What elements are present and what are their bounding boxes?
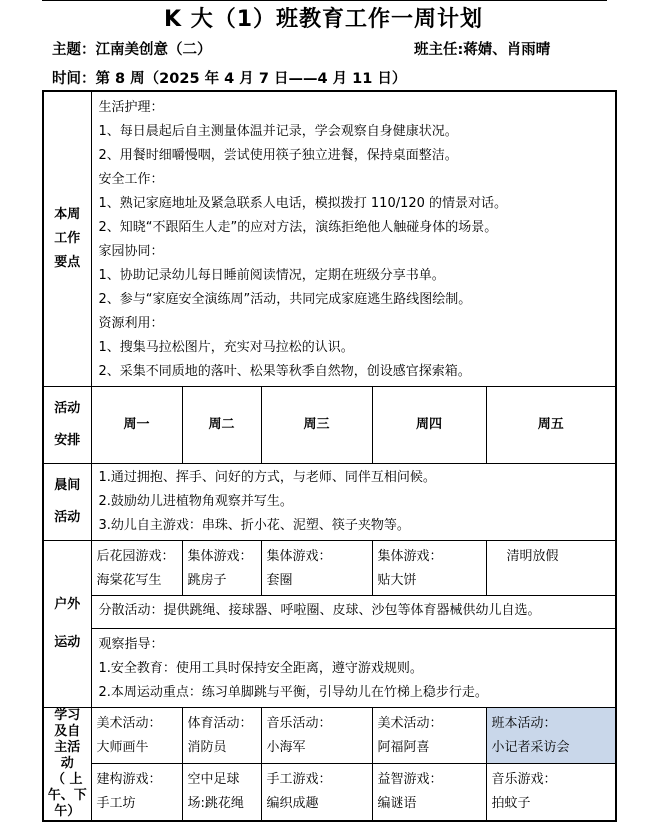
study-tuesday-2: 空中足球 场:跳花绳 [182,764,261,821]
time-label: 时间：第 8 周（2025 年 4 月 7 日——4 月 11 日） [52,71,407,87]
study-label: 学习 及自 主活 动 （ 上 午、下 午） [43,708,91,822]
focus-label: 本周 工作 要点 [43,91,91,387]
morning-content [91,464,616,541]
outdoor-game-tuesday: 集体游戏： 跳房子 [182,541,261,596]
day-monday: 周一 [91,387,182,464]
focus-line: 2、参与“家庭安全演练周”活动，共同完成家庭逃生路线图绘制。 [98,292,472,307]
schedule-label: 活动 安排 [43,387,91,464]
focus-content [91,91,616,387]
guidance-line: 观察指导： [98,637,164,652]
study-wednesday-2: 手工游戏： 编织成趣 [261,764,372,821]
study-tuesday-1: 体育活动： 消防员 [182,708,261,764]
study-row-1 [43,708,616,764]
day-thursday: 周四 [372,387,486,464]
focus-line: 1、熟记家庭地址及紧急联系人电话，模拟拨打 110/120 的情景对话。 [98,196,508,211]
study-monday-2: 建构游戏： 手工坊 [91,764,182,821]
focus-line: 1、协助记录幼儿每日睡前阅读情况，定期在班级分享书单。 [98,268,445,283]
focus-line: 2、知晓“不跟陌生人走”的应对方法，演练拒绝他人触碰身体的场景。 [98,220,498,235]
outdoor-game-thursday: 集体游戏： 贴大饼 [372,541,486,596]
morning-line: 1.通过拥抱、挥手、问好的方式，与老师、同伴互相问候。 [98,470,436,485]
outdoor-game-wednesday: 集体游戏： 套圈 [261,541,372,596]
focus-line: 生活护理： [98,100,164,115]
outdoor-guidance-row [43,629,616,708]
outdoor-label: 户外 运动 [43,541,91,708]
study-monday-1: 美术活动： 大师画牛 [91,708,182,764]
study-friday-1-highlight: 班本活动： 小记者采访会 [486,708,616,764]
schedule-row [43,387,616,464]
guidance-line: 2.本周运动重点：练习单脚跳与平衡，引导幼儿在竹梯上稳步行走。 [98,685,488,700]
day-friday: 周五 [486,387,616,464]
outdoor-scattered: 分散活动：提供跳绳、接球器、呼啦圈、皮球、沙包等体育器械供幼儿自选。 [91,596,616,629]
day-tuesday: 周二 [182,387,261,464]
page-title: K 大（1）班教育工作一周计划 [163,7,483,32]
weekly-plan-table [42,90,617,822]
teachers-label: 班主任:蒋婧、肖雨晴 [414,42,551,58]
top-rule [42,0,607,1]
day-wednesday: 周三 [261,387,372,464]
focus-line: 2、采集不同质地的落叶、松果等秋季自然物，创设感官探索箱。 [98,364,471,379]
study-thursday-2: 益智游戏： 编谜语 [372,764,486,821]
study-friday-2: 音乐游戏： 拍蚊子 [486,764,616,821]
morning-line: 2.鼓励幼儿进植物角观察并写生。 [98,494,293,509]
theme-label: 主题：江南美创意（二） [52,42,212,58]
study-wednesday-1: 音乐活动： 小海军 [261,708,372,764]
morning-row [43,464,616,541]
study-thursday-1: 美术活动： 阿福阿喜 [372,708,486,764]
focus-line: 资源利用： [98,316,164,331]
focus-row [43,91,616,387]
focus-line: 1、搜集马拉松图片，充实对马拉松的认识。 [98,340,354,355]
focus-line: 1、每日晨起后自主测量体温并记录，学会观察自身健康状况。 [98,124,458,139]
focus-line: 家园协同： [98,244,164,259]
outdoor-games-row [43,541,616,596]
outdoor-scattered-row [43,596,616,629]
morning-line: 3.幼儿自主游戏：串珠、折小花、泥塑、筷子夹物等。 [98,518,410,533]
study-row-2 [43,764,616,821]
outdoor-guidance [91,629,616,708]
outdoor-game-monday: 后花园游戏： 海棠花写生 [91,541,182,596]
guidance-line: 1.安全教育：使用工具时保持安全距离，遵守游戏规则。 [98,661,423,676]
outdoor-game-friday: 清明放假 [486,541,616,596]
morning-label: 晨间 活动 [43,464,91,541]
focus-line: 2、用餐时细嚼慢咽，尝试使用筷子独立进餐，保持桌面整洁。 [98,148,458,163]
focus-line: 安全工作： [98,172,164,187]
